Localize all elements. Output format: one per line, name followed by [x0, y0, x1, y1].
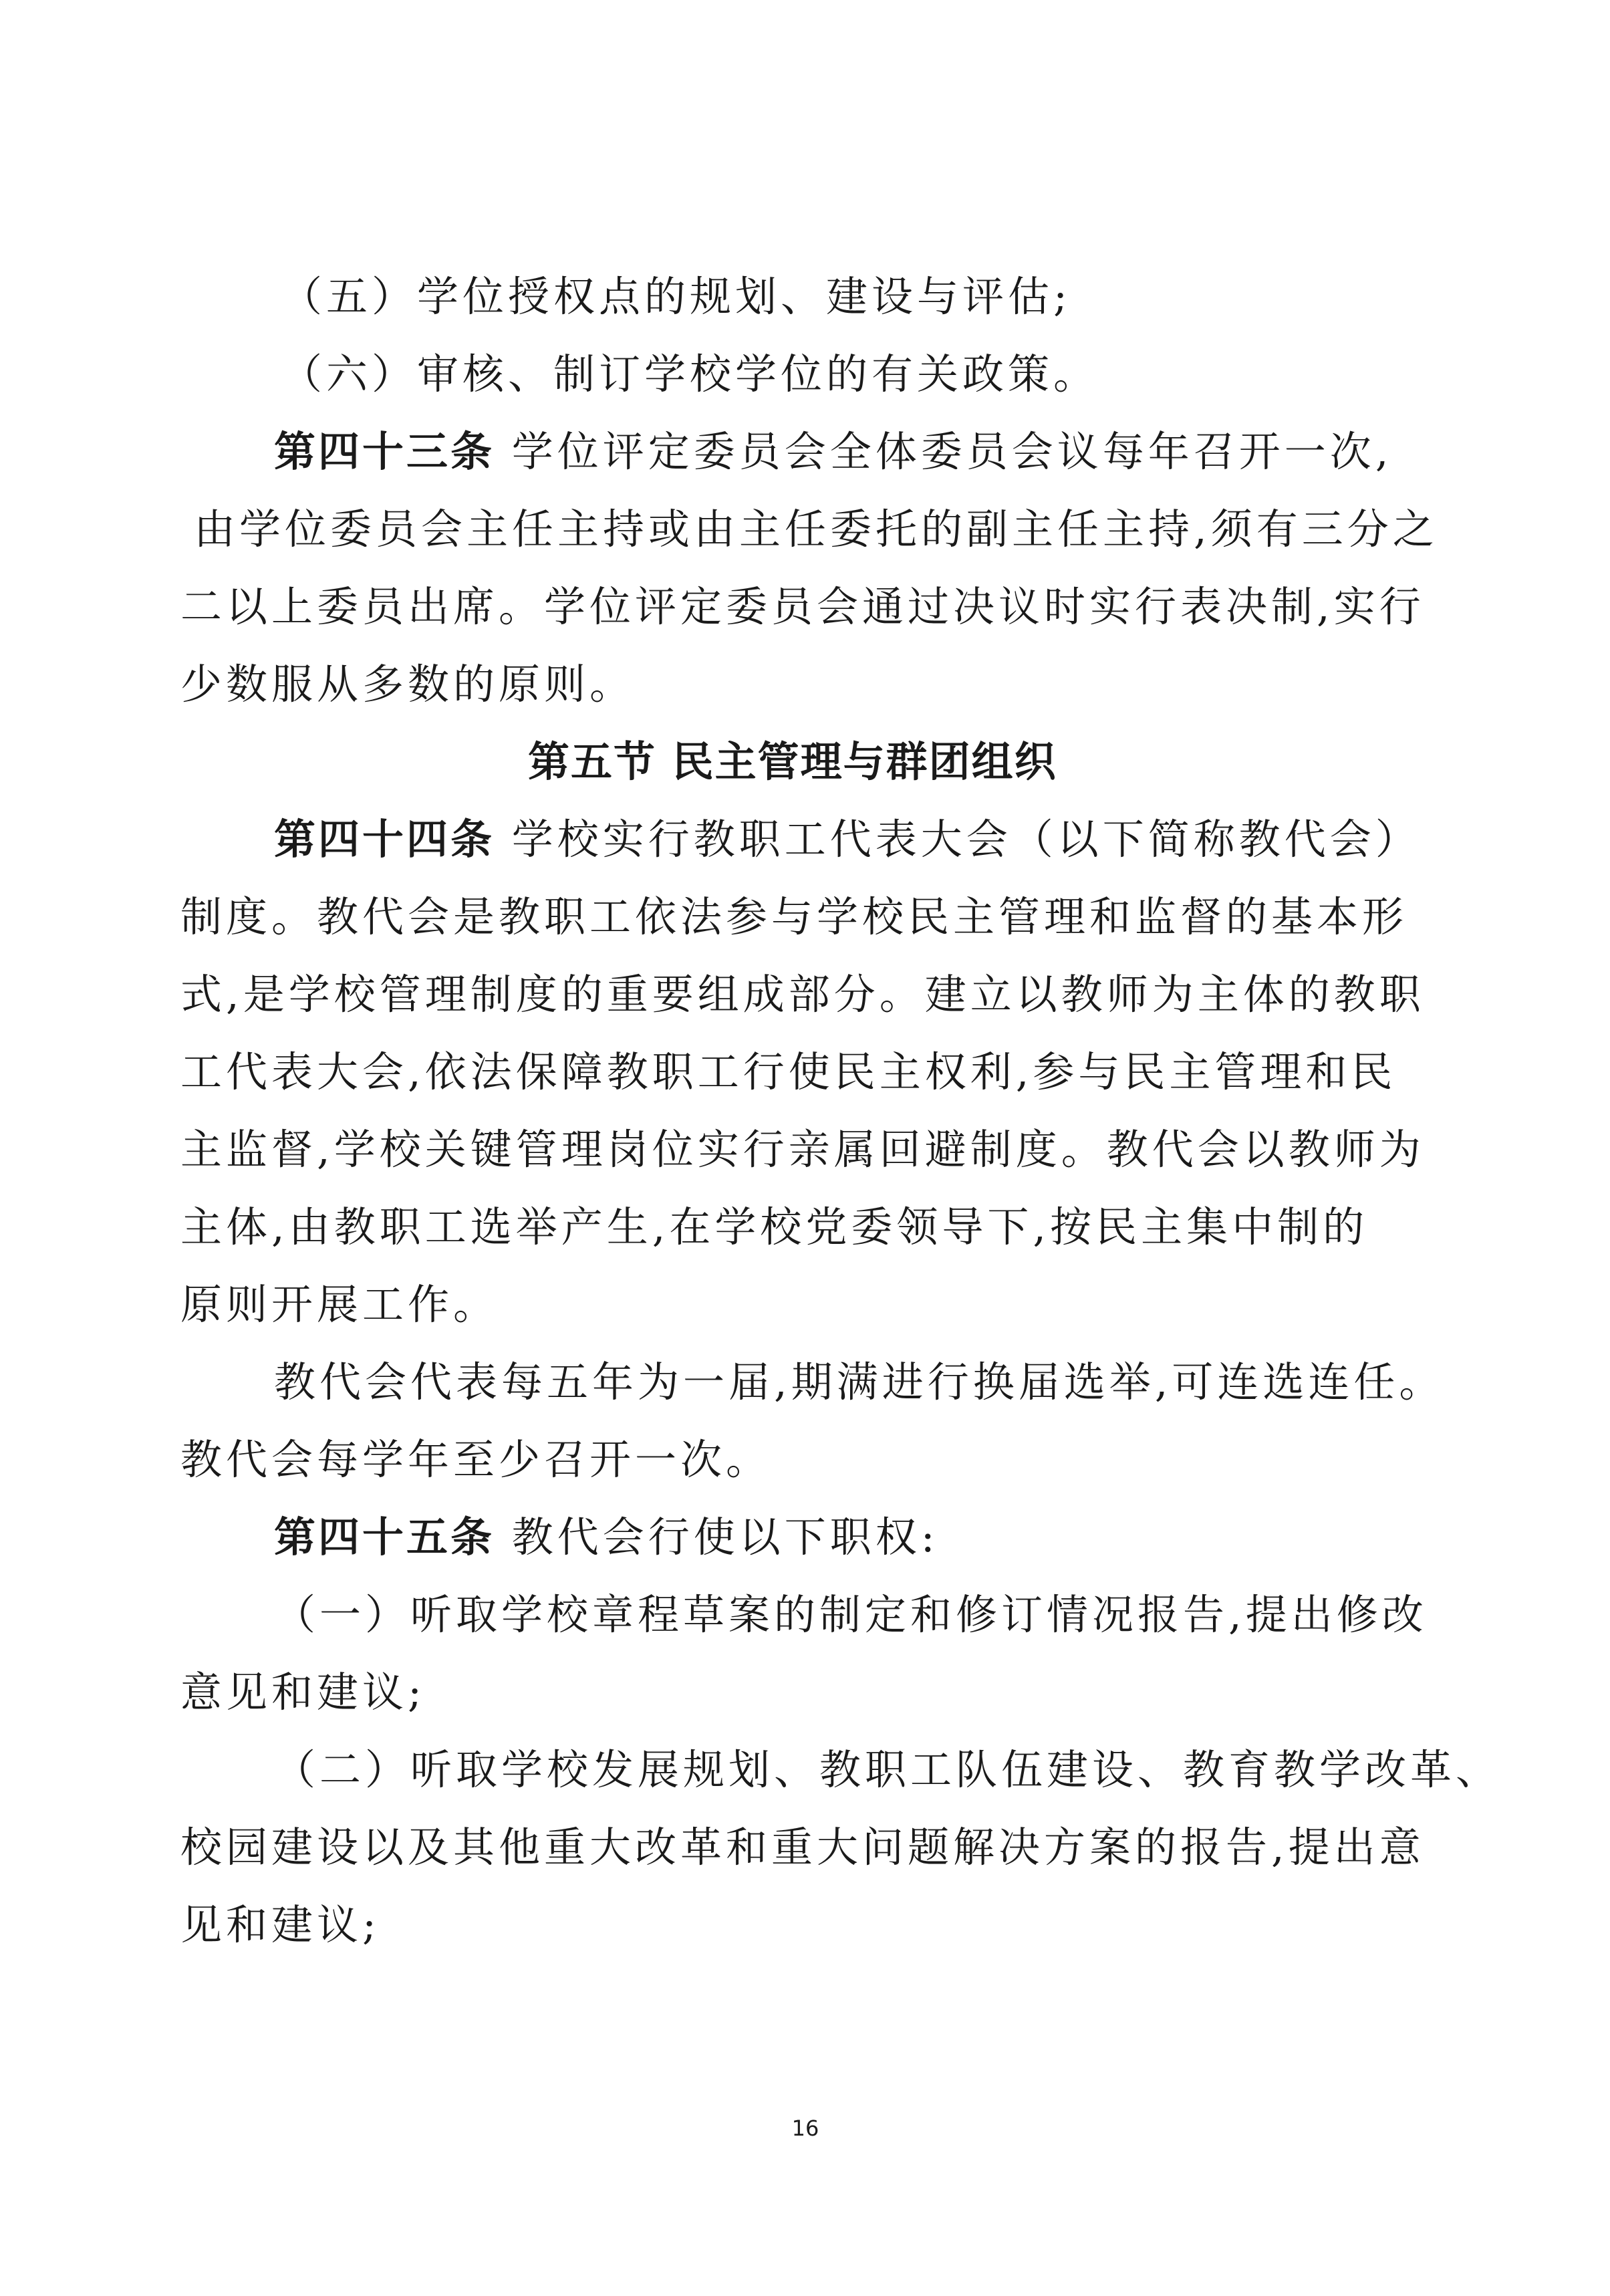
line-text: 由学位委员会主任主持或由主任委托的副主任主持,须有三分之 [194, 505, 1438, 553]
list-item-six [281, 342, 1099, 406]
line-text: 主监督,学校关键管理岗位实行亲属回避制度。教代会以教师为 [180, 1125, 1425, 1174]
list-item-one [274, 1583, 1428, 1647]
line-text: 教代会代表每五年为一届,期满进行换届选举,可连选连任。 [274, 1358, 1445, 1406]
article-label: 第四十四条 [274, 815, 495, 864]
section-title: 第五节 民主管理与群团组织 [528, 737, 1057, 786]
list-item-two [274, 1738, 1501, 1802]
article-label: 第四十三条 [274, 427, 495, 476]
line-text: 见和建议; [180, 1900, 380, 1949]
line-text: 学位评定委员会全体委员会议每年召开一次, [511, 427, 1393, 476]
line-text: 学校实行教职工代表大会（以下简称教代会） [511, 815, 1421, 864]
line-text: 二以上委员出席。学位评定委员会通过决议时实行表决制,实行 [180, 582, 1425, 631]
text-line [194, 497, 1438, 561]
text-line [274, 1350, 1444, 1414]
text-line [180, 885, 1407, 949]
line-text: （一）听取学校章程草案的制定和修订情况报告,提出修改 [274, 1590, 1428, 1639]
section-heading [528, 730, 1057, 794]
text-line [180, 652, 635, 717]
line-text: 教代会行使以下职权: [511, 1513, 939, 1561]
article-43-first-line [274, 420, 1392, 484]
page-number: 16 [791, 2116, 819, 2141]
article-label: 第四十五条 [274, 1513, 495, 1561]
article-45-first-line [274, 1505, 939, 1569]
line-text: 校园建设以及其他重大改革和重大问题解决方案的报告,提出意 [180, 1823, 1425, 1872]
line-text: （二）听取学校发展规划、教职工队伍建设、教育教学改革、 [274, 1745, 1502, 1794]
line-text: 意见和建议; [180, 1668, 426, 1716]
line-text: 原则开展工作。 [180, 1280, 499, 1329]
text-line [180, 1273, 499, 1337]
text-line [180, 1893, 380, 1957]
text-line [180, 1118, 1425, 1182]
text-line [180, 1040, 1396, 1104]
line-text: 工代表大会,依法保障教职工行使民主权利,参与民主管理和民 [180, 1047, 1397, 1096]
text-line [180, 1660, 426, 1725]
line-text: 式,是学校管理制度的重要组成部分。建立以教师为主体的教职 [180, 970, 1425, 1019]
text-line [180, 1195, 1368, 1259]
line-text: （六）审核、制订学校学位的有关政策。 [281, 350, 1099, 398]
text-line [180, 1815, 1425, 1880]
line-text: （五）学位授权点的规划、建设与评估; [281, 272, 1071, 321]
line-text: 少数服从多数的原则。 [180, 660, 636, 709]
text-line [180, 575, 1425, 639]
list-item-five [281, 265, 1071, 329]
line-text: 制度。教代会是教职工依法参与学校民主管理和监督的基本形 [180, 892, 1408, 941]
article-44-first-line [274, 807, 1421, 872]
line-text: 教代会每学年至少召开一次。 [180, 1435, 772, 1484]
line-text: 主体,由教职工选举产生,在学校党委领导下,按民主集中制的 [180, 1202, 1369, 1251]
text-line [180, 1428, 771, 1492]
text-line [180, 963, 1425, 1027]
